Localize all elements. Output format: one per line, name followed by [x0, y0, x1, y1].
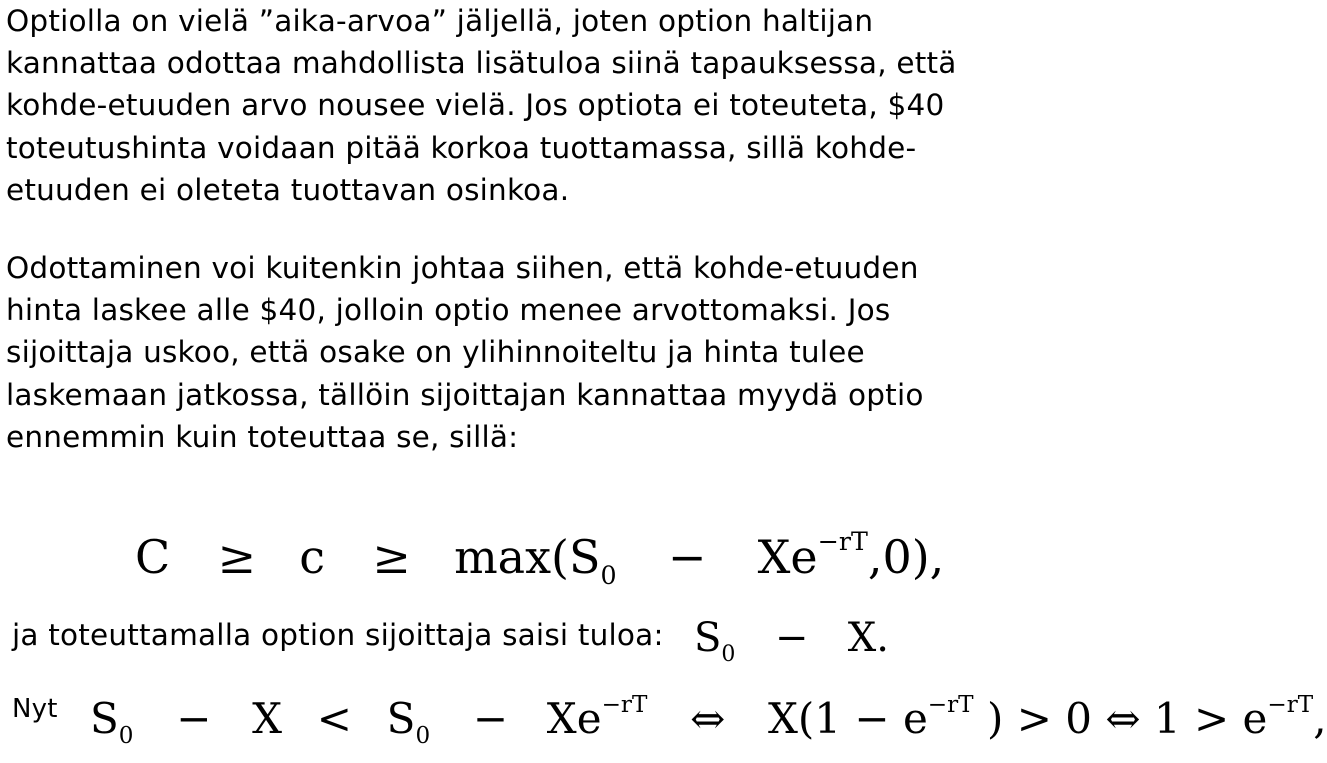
- equation-option-bounds: [135, 512, 944, 606]
- text-line: kohde-etuuden arvo nousee vielä. Jos optiota ei toteuteta, $40: [6, 88, 945, 123]
- eq-operator: ≥: [217, 529, 256, 584]
- paragraph-option-time-value: [6, 0, 956, 211]
- eq-operator: −: [472, 693, 509, 743]
- eq-symbol: X.: [847, 615, 889, 661]
- equation-inequality-chain: [90, 678, 1327, 763]
- eq-subscript: 0: [600, 561, 617, 591]
- text-line: etuuden ei oleteta tuottavan osinkoa.: [6, 172, 570, 207]
- eq-term: X(1: [768, 693, 842, 743]
- equation-exercise-gain: [694, 612, 889, 681]
- eq-operator: −: [667, 529, 707, 584]
- text-line: ennemmin kuin toteuttaa se, sillä:: [6, 419, 519, 454]
- eq-symbol: S: [90, 693, 119, 743]
- eq-term: max(S: [454, 529, 601, 584]
- eq-subscript: 0: [118, 723, 134, 750]
- eq-symbol: e: [1242, 693, 1268, 743]
- eq-subscript: 0: [721, 641, 736, 667]
- eq-symbol: e: [902, 693, 928, 743]
- eq-term: ,0),: [867, 529, 945, 584]
- eq-operator: −: [854, 693, 890, 743]
- eq-term: 1 >: [1153, 693, 1230, 743]
- label-nyt: Nyt: [12, 694, 58, 724]
- eq-exponent: −rT: [601, 692, 648, 718]
- text-line: toteutushinta voidaan pitää korkoa tuottamassa, sillä kohde-: [6, 130, 917, 165]
- eq-operator: <: [316, 693, 352, 743]
- eq-term: ) >: [986, 693, 1052, 743]
- text-line: hinta laskee alle $40, jolloin optio menee arvottomaksi. Jos: [6, 293, 891, 328]
- text-line: laskemaan jatkossa, tällöin sijoittajan kannattaa myydä optio: [6, 377, 924, 412]
- eq-exponent: −rT: [927, 692, 974, 718]
- text-line: kannattaa odottaa mahdollista lisätuloa siinä tapauksessa, että: [6, 46, 957, 81]
- eq-exponent: −rT: [1267, 692, 1314, 718]
- eq-operator: −: [176, 693, 212, 743]
- eq-symbol: 0: [1065, 693, 1092, 743]
- eq-iff-arrow: ⇔: [690, 693, 726, 743]
- eq-subscript: 0: [415, 723, 431, 750]
- eq-exponent: −rT: [817, 527, 868, 556]
- eq-term: ,: [1313, 693, 1327, 743]
- eq-operator: −: [774, 615, 809, 661]
- eq-symbol: S: [386, 693, 416, 743]
- eq-symbol: c: [299, 529, 326, 584]
- eq-symbol: X: [252, 693, 283, 743]
- eq-iff-arrow: ⇔: [1105, 693, 1141, 743]
- paragraph-waiting-risk: [6, 247, 956, 458]
- eq-term: Xe: [546, 693, 602, 743]
- text-line: Optiolla on vielä ”aika-arvoa” jäljellä, joten option haltijan: [6, 4, 874, 38]
- text-line: sijoittaja uskoo, että osake on ylihinnoiteltu ja hinta tulee: [6, 335, 865, 370]
- eq-term: Xe: [757, 529, 818, 584]
- eq-operator: ≥: [372, 529, 411, 584]
- eq-symbol: S: [694, 615, 722, 661]
- text-line-exercise-gain: ja toteuttamalla option sijoittaja saisi tuloa:: [12, 618, 664, 652]
- eq-symbol: C: [135, 529, 171, 584]
- text-line: Odottaminen voi kuitenkin johtaa siihen, että kohde-etuuden: [6, 251, 919, 285]
